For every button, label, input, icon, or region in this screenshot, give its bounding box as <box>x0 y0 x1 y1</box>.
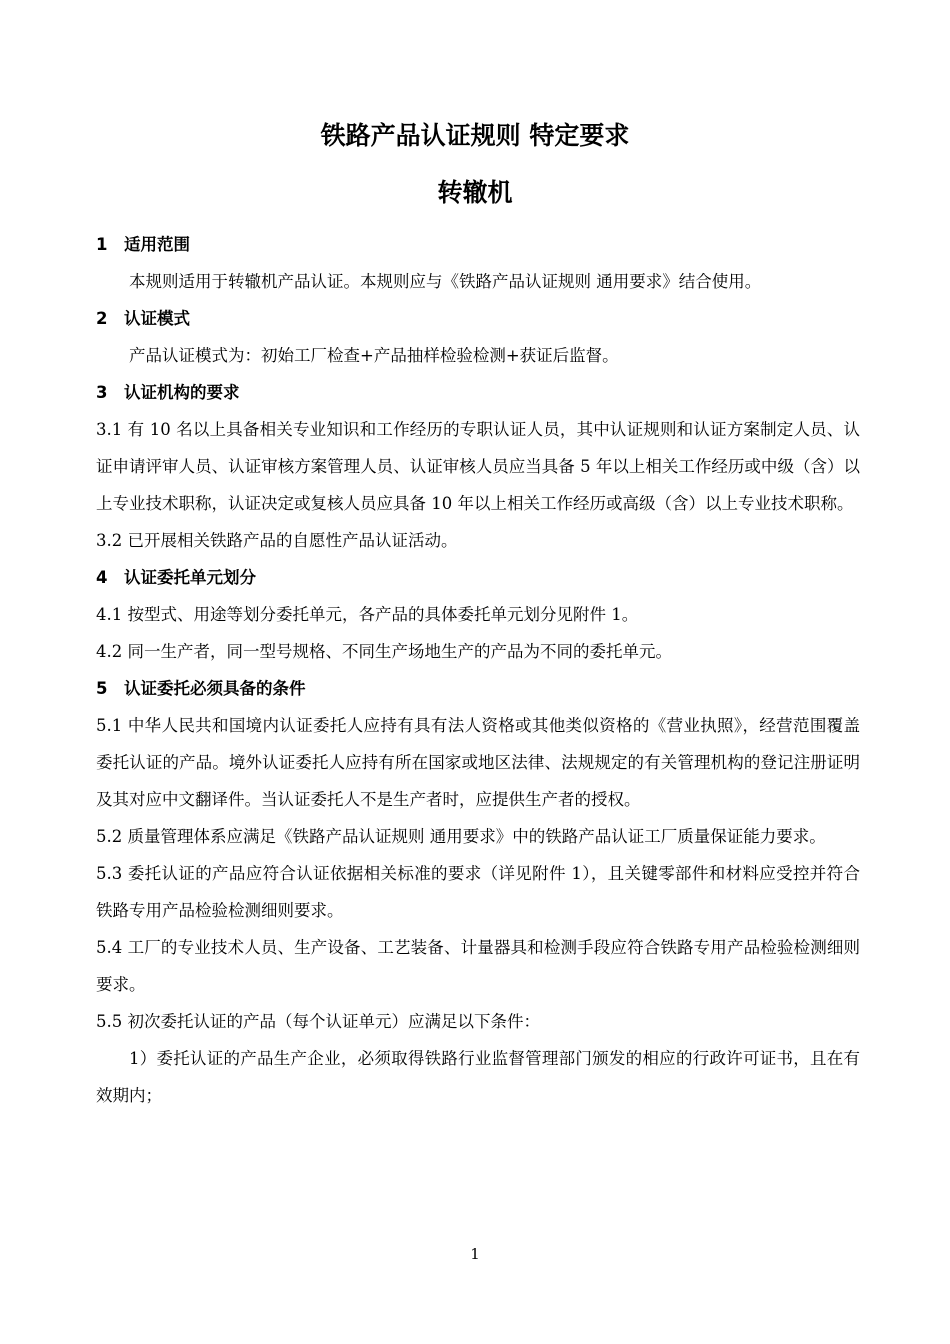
section-number: 1 <box>96 235 108 254</box>
section-heading-2 <box>96 300 860 337</box>
section-title: 认证机构的要求 <box>124 383 240 402</box>
section-number: 3 <box>96 383 108 402</box>
section-number: 2 <box>96 309 108 328</box>
paragraph: 本规则适用于转辙机产品认证。本规则应与《铁路产品认证规则 通用要求》结合使用。 <box>129 272 762 291</box>
paragraph-5-1: 5.1 中华人民共和国境内认证委托人应持有具有法人资格或其他类似资格的《营业执照》，经营范围覆盖委托认证的产品。境外认证委托人应持有所在国家或地区法律、法规规定的有关管理机构的登记注册证明及其对应中文翻译件。当认证委托人不是生产者时，应提供生产者的授权。 <box>96 716 860 809</box>
paragraph-5-4: 5.4 工厂的专业技术人员、生产设备、工艺装备、计量器具和检测手段应符合铁路专用产品检验检测细则要求。 <box>96 938 860 994</box>
section-title: 适用范围 <box>124 235 190 254</box>
section-number: 4 <box>96 568 108 587</box>
paragraph-3-2: 3.2 已开展相关铁路产品的自愿性产品认证活动。 <box>96 531 458 550</box>
paragraph-5-5: 5.5 初次委托认证的产品（每个认证单元）应满足以下条件： <box>96 1012 540 1031</box>
list-item-5-5-1: 1）委托认证的产品生产企业，必须取得铁路行业监督管理部门颁发的相应的行政许可证书，且在有效期内； <box>96 1049 860 1105</box>
section-heading-5 <box>96 670 860 707</box>
paragraph-4-1: 4.1 按型式、用途等划分委托单元，各产品的具体委托单元划分见附件 1。 <box>96 605 639 624</box>
paragraph-5-2: 5.2 质量管理体系应满足《铁路产品认证规则 通用要求》中的铁路产品认证工厂质量保证能力要求。 <box>96 827 826 846</box>
section-number: 5 <box>96 679 108 698</box>
document-body <box>96 226 860 1114</box>
document-title: 铁路产品认证规则 特定要求 <box>320 121 630 150</box>
paragraph-4-2: 4.2 同一生产者，同一型号规格、不同生产场地生产的产品为不同的委托单元。 <box>96 642 672 661</box>
section-title: 认证委托单元划分 <box>124 568 256 587</box>
paragraph-5-3: 5.3 委托认证的产品应符合认证依据相关标准的要求（详见附件 1），且关键零部件和材料应受控并符合铁路专用产品检验检测细则要求。 <box>96 864 860 920</box>
section-title: 认证模式 <box>124 309 190 328</box>
document-subtitle: 转辙机 <box>437 178 513 207</box>
paragraph: 产品认证模式为：初始工厂检查+产品抽样检验检测+获证后监督。 <box>129 346 619 365</box>
section-title: 认证委托必须具备的条件 <box>124 679 306 698</box>
section-heading-1 <box>96 226 860 263</box>
paragraph-3-1: 3.1 有 10 名以上具备相关专业知识和工作经历的专职认证人员，其中认证规则和认证方案制定人员、认证申请评审人员、认证审核方案管理人员、认证审核人员应当具备 5 年以上相关工作经历或中级（含）以上专业技术职称，认证决定或复核人员应具备 10 年以上相关工作经历或高级（含）以上专业技术职称。 <box>96 420 860 513</box>
section-heading-4 <box>96 559 860 596</box>
section-heading-3 <box>96 374 860 411</box>
page-number: 1 <box>470 1245 480 1263</box>
